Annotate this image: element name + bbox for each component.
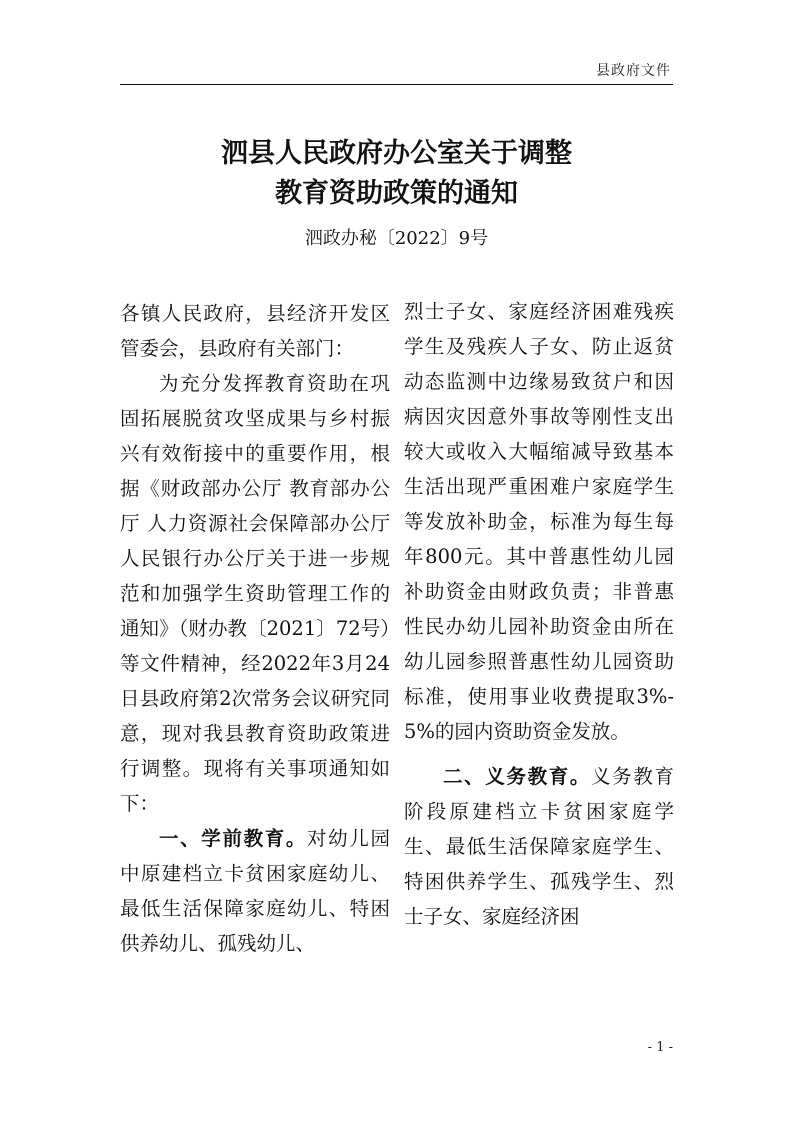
title-line-2: 教育资助政策的通知: [275, 178, 518, 209]
section-1-continuation: 烈士子女、家庭经济困难残疾学生及残疾人子女、防止返贫动态监测中边缘易致贫户和因病因灾因意外事故等刚性支出较大或收入大幅缩减导致基本生活出现严重困难户家庭学生等发放补助金，标准为每生每年800元。其中普惠性幼儿园补助资金由财政负责；非普惠性民办幼儿园补助资金由所在幼儿园参照普惠性幼儿园资助标准，使用事业收费提取3%-5%的园内资助资金发放。: [404, 300, 674, 743]
title-line-1: 泗县人民政府办公室关于调整: [221, 138, 572, 169]
salutation: 各镇人民政府，县经济开发区管委会，县政府有关部门：: [120, 302, 390, 360]
document-title: [0, 134, 793, 214]
body-column-left: [120, 296, 390, 961]
section-2-text: 义务教育阶段原建档立卡贫困家庭学生、最低生活保障家庭学生、特困供养学生、孤残学生、烈士子女、家庭经济困: [404, 765, 674, 928]
body-column-right: [404, 294, 674, 934]
header-divider: [120, 84, 673, 85]
section-2-paragraph: [404, 759, 674, 934]
intro-paragraph: 为充分发挥教育资助在巩固拓展脱贫攻坚成果与乡村振兴有效衔接中的重要作用，根据《财政部办公厅 教育部办公厅 人力资源社会保障部办公厅 人民银行办公厅关于进一步规范和加强学生资助管理工作的通知》（财办教〔2021〕72号）等文件精神，经2022年3月24日县政府第2次常务会议研究同意，现对我县教育资助政策进行调整。现将有关事项通知如下：: [120, 372, 390, 815]
document-number: 泗政办秘〔2022〕9号: [304, 228, 489, 249]
document-category-label: 县政府文件: [596, 63, 671, 79]
section-1-paragraph: [120, 821, 390, 961]
section-1-heading: 一、学前教育。: [159, 827, 308, 850]
page-number: - 1 -: [647, 1040, 673, 1055]
section-1-text: 对幼儿园中原建档立卡贫困家庭幼儿、最低生活保障家庭幼儿、特困供养幼儿、孤残幼儿、: [120, 827, 390, 955]
section-2-heading: 二、义务教育。: [443, 765, 592, 788]
